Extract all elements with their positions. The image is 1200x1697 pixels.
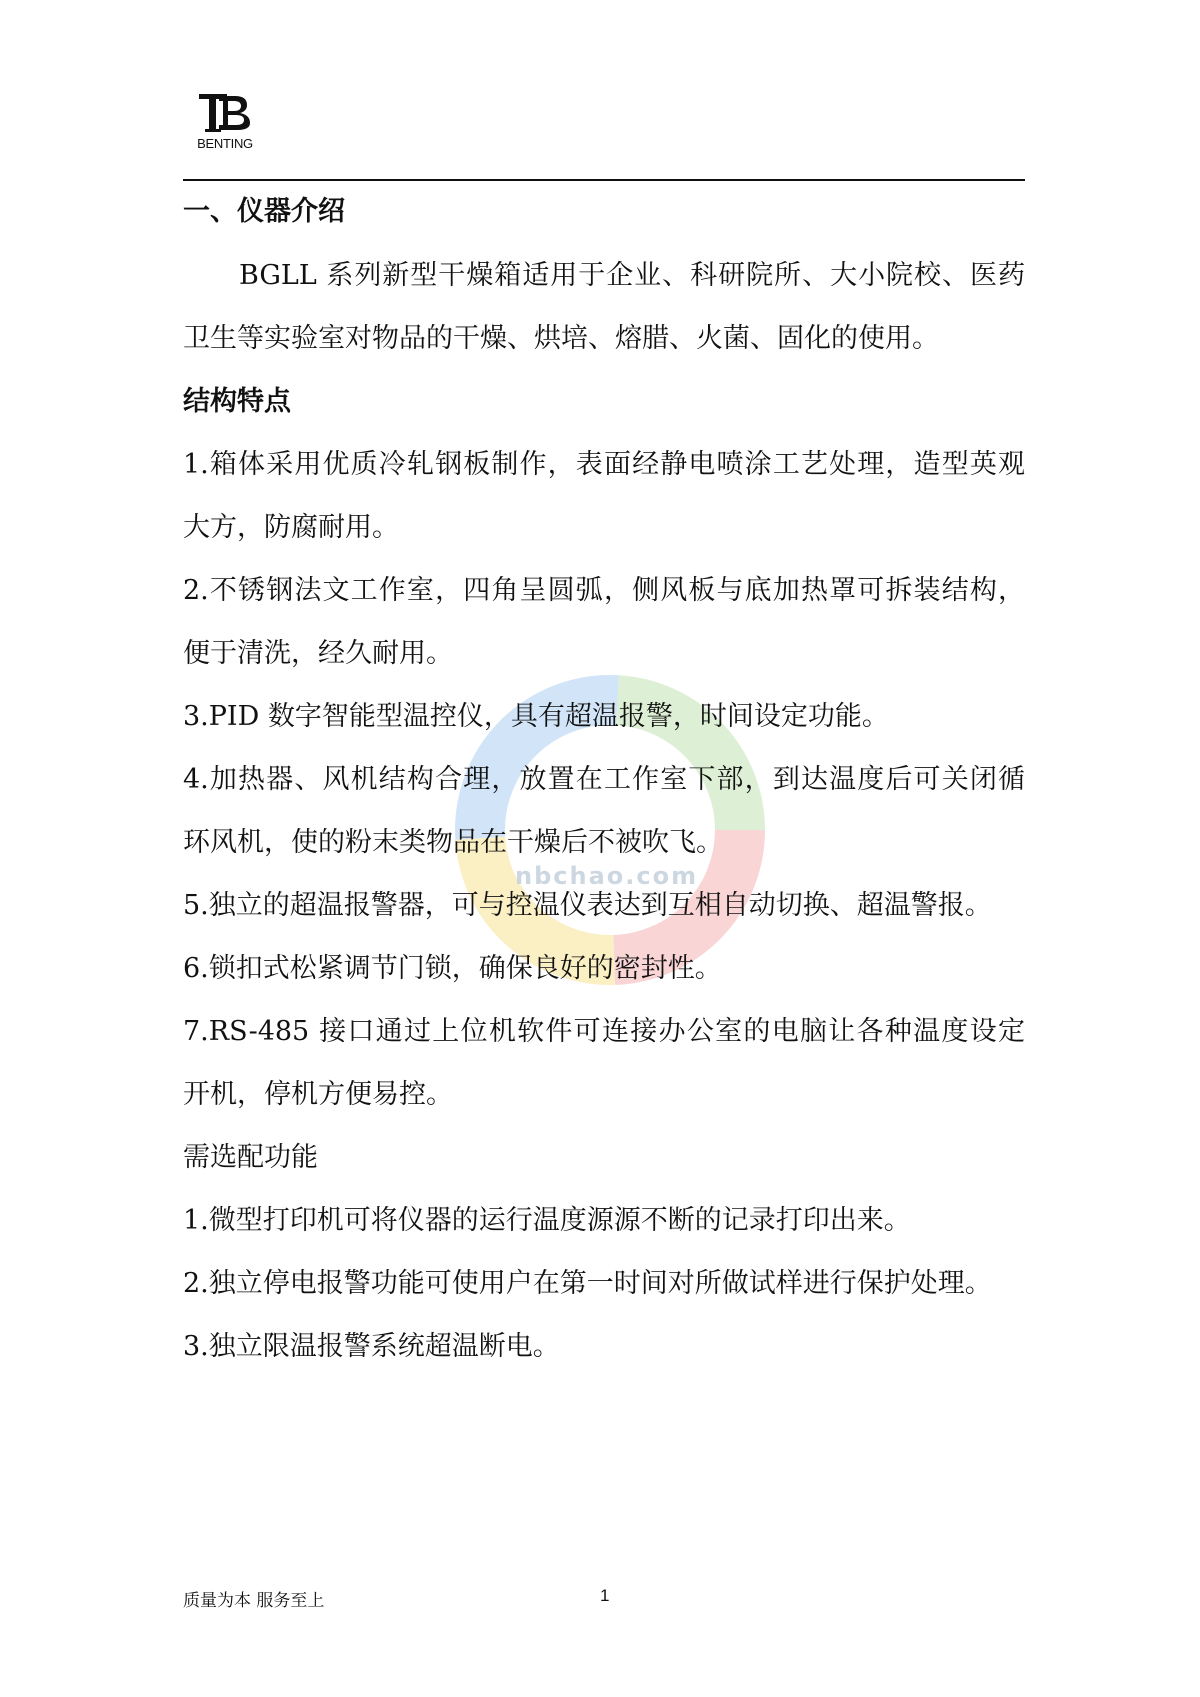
intro-line: BGLL 系列新型干燥箱适用于企业、科研院所、大小院校、医药: [239, 260, 1025, 291]
structure-item: 1.箱体采用优质冷轧钢板制作，表面经静电喷涂工艺处理，造型英观: [183, 449, 1025, 480]
page-number: 1: [600, 1586, 610, 1605]
structure-item: 5.独立的超温报警器，可与控温仪表达到互相自动切换、超温警报。: [183, 890, 992, 921]
logo-text: BENTING: [197, 136, 253, 151]
optional-item: 3.独立限温报警系统超温断电。: [183, 1331, 560, 1362]
document-body: [183, 244, 1025, 1378]
structure-item: 便于清洗，经久耐用。: [183, 638, 453, 669]
structure-item: 2.不锈钢法文工作室，四角呈圆弧，侧风板与底加热罩可拆装结构，: [183, 575, 1025, 606]
footer-slogan: 质量为本 服务至上: [183, 1591, 325, 1611]
optional-title: 需选配功能: [183, 1142, 318, 1173]
structure-title: 结构特点: [183, 386, 291, 417]
section-heading: 一、仪器介绍: [183, 196, 345, 227]
tb-monogram-icon: [197, 92, 253, 134]
structure-item: 开机，停机方便易控。: [183, 1079, 453, 1110]
header-divider: [183, 179, 1025, 181]
optional-item: 1.微型打印机可将仪器的运行温度源源不断的记录打印出来。: [183, 1205, 911, 1236]
intro-line: 卫生等实验室对物品的干燥、烘培、熔腊、火菌、固化的使用。: [183, 323, 939, 354]
optional-item: 2.独立停电报警功能可使用户在第一时间对所做试样进行保护处理。: [183, 1268, 992, 1299]
structure-item: 6.锁扣式松紧调节门锁，确保良好的密封性。: [183, 953, 722, 984]
benting-logo: [190, 92, 260, 151]
structure-item: 环风机，使的粉末类物品在干燥后不被吹飞。: [183, 827, 723, 858]
structure-item: 3.PID 数字智能型温控仪，具有超温报警，时间设定功能。: [183, 701, 889, 732]
structure-item: 4.加热器、风机结构合理，放置在工作室下部，到达温度后可关闭循: [183, 764, 1025, 795]
watermark-text: nbchao.com: [515, 862, 699, 890]
structure-item: 7.RS-485 接口通过上位机软件可连接办公室的电脑让各种温度设定: [183, 1016, 1025, 1047]
structure-item: 大方，防腐耐用。: [183, 512, 399, 543]
